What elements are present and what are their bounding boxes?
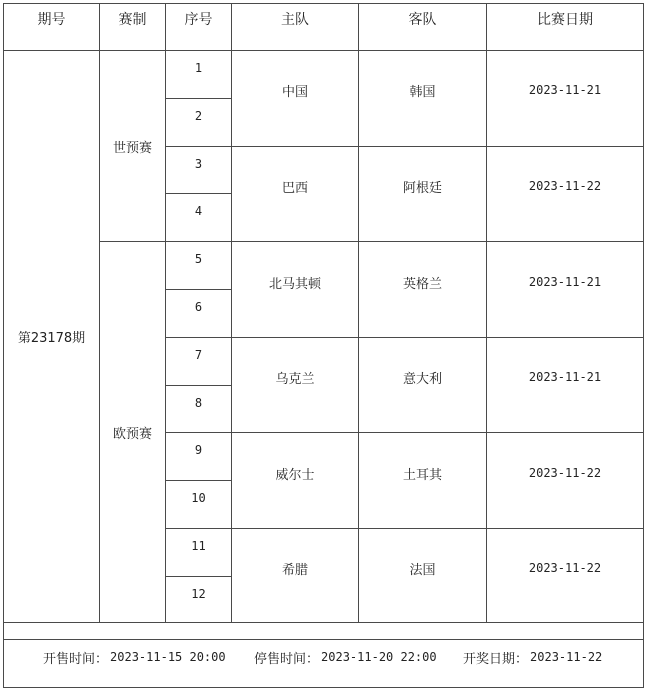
match-divider xyxy=(165,528,644,529)
draw-date-label: 开奖日期： xyxy=(463,651,529,667)
header-format: 赛制 xyxy=(118,12,147,28)
seq-number: 8 xyxy=(194,396,203,410)
seq-number: 7 xyxy=(194,348,203,362)
seq-number: 12 xyxy=(191,587,206,601)
home-team: 巴西 xyxy=(281,180,308,196)
format-world-qualifier: 世预赛 xyxy=(112,140,152,156)
sale-end-label: 停售时间： xyxy=(254,651,320,667)
away-team: 英格兰 xyxy=(402,276,442,292)
home-team: 希腊 xyxy=(281,562,308,578)
away-team: 法国 xyxy=(409,562,436,578)
sale-start-value: 2023-11-15 20:00 xyxy=(110,650,226,664)
seq-number: 1 xyxy=(194,61,203,75)
match-divider xyxy=(165,146,644,147)
issue-number: 第23178期 xyxy=(17,331,86,346)
seq-number: 3 xyxy=(194,157,203,171)
away-team: 意大利 xyxy=(402,371,442,387)
draw-date-value: 2023-11-22 xyxy=(530,650,603,664)
away-team: 韩国 xyxy=(409,84,436,100)
seq-number: 10 xyxy=(191,491,206,505)
match-date: 2023-11-21 xyxy=(528,275,602,289)
seq-number: 5 xyxy=(194,252,203,266)
header-seq: 序号 xyxy=(184,12,213,28)
footer-top-line xyxy=(3,639,644,640)
header-date: 比赛日期 xyxy=(537,12,593,28)
sale-end xyxy=(254,642,437,672)
sale-start xyxy=(43,642,226,672)
border-right xyxy=(643,3,644,688)
match-date: 2023-11-22 xyxy=(528,466,602,480)
header-away: 客队 xyxy=(408,12,437,28)
header-issue: 期号 xyxy=(37,12,66,28)
seq-number: 6 xyxy=(194,300,203,314)
home-team: 中国 xyxy=(281,84,308,100)
header-home: 主队 xyxy=(281,12,309,28)
match-date: 2023-11-21 xyxy=(528,370,602,384)
border-bottom xyxy=(3,687,644,688)
seq-number: 4 xyxy=(194,204,203,218)
sale-end-value: 2023-11-20 22:00 xyxy=(321,650,437,664)
away-team: 土耳其 xyxy=(402,467,442,483)
match-date: 2023-11-22 xyxy=(528,561,602,575)
seq-number: 2 xyxy=(194,109,203,123)
home-team: 乌克兰 xyxy=(275,371,315,387)
match-divider xyxy=(165,337,644,338)
home-team: 北马其顿 xyxy=(268,276,321,292)
away-team: 阿根廷 xyxy=(402,180,442,196)
match-date: 2023-11-22 xyxy=(528,179,602,193)
seq-number: 9 xyxy=(194,443,203,457)
match-divider xyxy=(165,432,644,433)
home-team: 威尔士 xyxy=(275,467,315,483)
match-date: 2023-11-21 xyxy=(528,83,602,97)
seq-number: 11 xyxy=(191,539,206,553)
draw-date xyxy=(463,642,602,672)
sale-start-label: 开售时间： xyxy=(43,651,109,667)
format-euro-qualifier: 欧预赛 xyxy=(112,426,152,442)
